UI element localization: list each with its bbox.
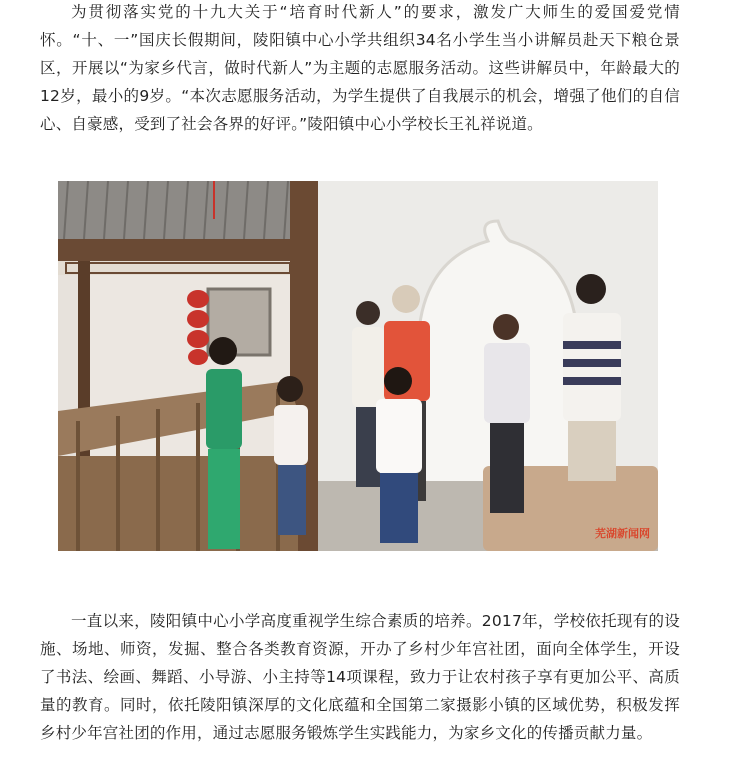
photo-illustration (58, 181, 658, 551)
article-photo (58, 181, 658, 551)
article-paragraph-1: 为贯彻落实党的十九大关于“培育时代新人”的要求，激发广大师生的爱国爱党情怀。“十、一”国庆长假期间，陵阳镇中心小学共组织34名小学生当小讲解员赴天下粮仓景区，开展以“为家乡代言，做时代新人”为主题的志愿服务活动。这些讲解员中，年龄最大的12岁，最小的9岁。“本次志愿服务活动，为学生提供了自我展示的机会，增强了他们的自信心、自豪感，受到了社会各界的好评。”陵阳镇中心小学校长王礼祥说道。 (40, 3, 680, 133)
photo-watermark: 芜湖新闻网 (595, 527, 650, 540)
article-paragraph-2: 一直以来，陵阳镇中心小学高度重视学生综合素质的培养。2017年，学校依托现有的设施、场地、师资，发掘、整合各类教育资源，开办了乡村少年宫社团，面向全体学生，开设了书法、绘画、舞蹈、小导游、小主持等14项课程，致力于让农村孩子享有更加公平、高质量的教育。同时，依托陵阳镇深厚的文化底蕴和全国第二家摄影小镇的区域优势，积极发挥乡村少年宫社团的作用，通过志愿服务锻炼学生实践能力，为家乡文化的传播贡献力量。 (40, 612, 680, 742)
